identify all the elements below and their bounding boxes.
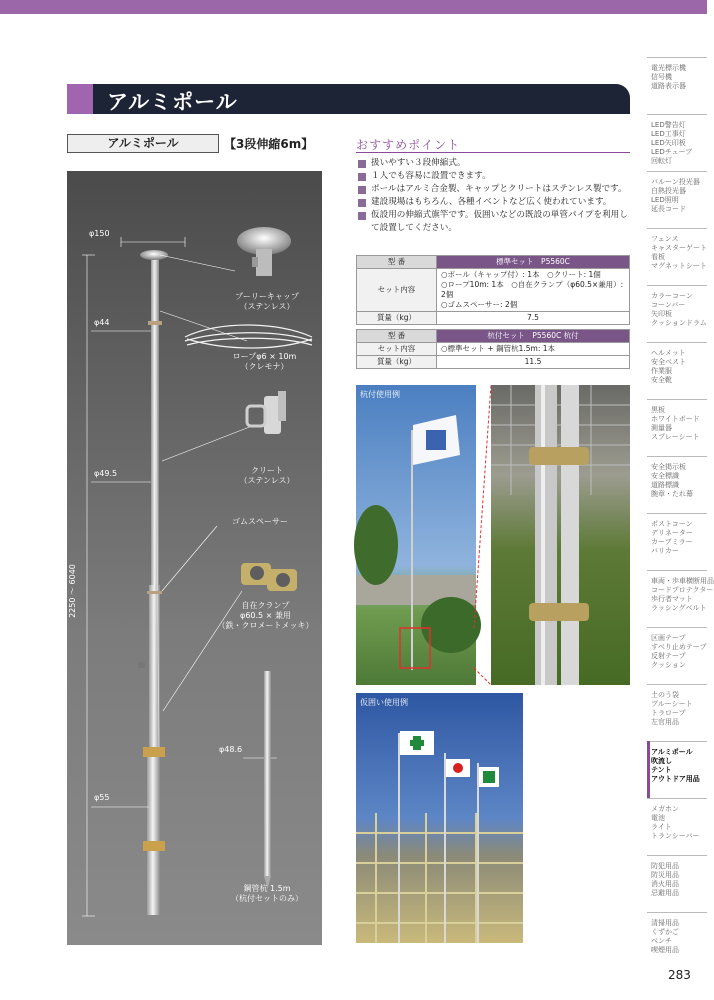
- sidebar-item[interactable]: 電光標示機 信号機 道路表示器: [647, 57, 707, 114]
- part-steel-stake: 鋼管杭 1.5m （杭付セットのみ）: [231, 884, 303, 903]
- sidebar-item[interactable]: 区画テープ すべり止めテープ 反射テープ クッション: [647, 627, 707, 684]
- recommend-point: 仮設用の伸縮式旗竿です。仮囲いなどの既設の単管パイプを利用して設置してください。: [358, 209, 634, 235]
- sidebar-item[interactable]: ヘルメット 安全ベスト 作業服 安全靴: [647, 342, 707, 399]
- sidebar-item[interactable]: フェンス キャスターゲート 看板 マグネットシート: [647, 228, 707, 285]
- weight-label: 質量（kg）: [357, 356, 437, 369]
- sidebar-item[interactable]: 安全掲示板 安全標識 道路標識 腕章・たれ幕: [647, 456, 707, 513]
- recommend-point: 扱いやすい３段伸縮式。: [358, 157, 634, 170]
- sidebar-item[interactable]: 車両・歩車横断用品 コードプロテクター 歩行者マット ラッシングベルト: [647, 570, 707, 627]
- clamp-closeup-scene: [491, 385, 630, 685]
- fence-usage-label: 仮囲い使用例: [360, 698, 408, 707]
- page-number: 283: [668, 968, 691, 982]
- sidebar-item[interactable]: メガホン 電池 ライト トランシーバー: [647, 798, 707, 855]
- sidebar-item[interactable]: ポストコーン デリネーター カーブミラー バリカー: [647, 513, 707, 570]
- recommend-point: ポールはアルミ合金製、キャップとクリートはステンレス製です。: [358, 183, 634, 196]
- top-color-bar: [0, 0, 707, 14]
- pulley-cap-photo: [237, 227, 291, 276]
- part-rope: ロープφ6 × 10m （クレモナ）: [232, 352, 297, 371]
- sidebar-item[interactable]: LED警告灯 LED工事灯 LED矢印板 LEDチューブ 回転灯: [647, 114, 707, 171]
- pole-clamp-upper: [143, 747, 165, 757]
- set-contents-label: セット内容: [357, 343, 437, 356]
- dim-label-55: φ55: [94, 793, 110, 802]
- cleat-photo: [247, 391, 286, 434]
- sidebar-item[interactable]: 清掃用品 くずかご ベンチ 喫煙用品: [647, 912, 707, 969]
- pole-diagram-drawing: [67, 171, 322, 945]
- stake-usage-label: 杭付使用例: [360, 390, 400, 399]
- part-swivel-clamp: 自在クランプ φ60.5 × 兼用 （鉄・クロメートメッキ）: [217, 601, 314, 630]
- rope-coil-photo: [185, 325, 312, 348]
- sidebar-item[interactable]: カラーコーン コーンバー 矢印板 クッションドラム: [647, 285, 707, 342]
- recommend-point: 建設現場はもちろん、各種イベントなど広く使われています。: [358, 196, 634, 209]
- recommend-title: おすすめポイント: [356, 138, 461, 152]
- steel-stake-photo: [264, 671, 271, 876]
- dim-label-486: φ48.6: [219, 745, 243, 754]
- sidebar-item-active[interactable]: アルミポール 吹流し テント アウトドア用品: [647, 741, 707, 798]
- recommend-list: [358, 157, 634, 235]
- category-index-sidebar: [647, 57, 714, 969]
- stake-set-table: [356, 329, 630, 369]
- title-accent: [67, 84, 93, 114]
- sidebar-item[interactable]: 黒板 ホワイトボード 測量器 スプレーシート: [647, 399, 707, 456]
- product-name-box: アルミポール: [67, 134, 219, 153]
- product-spec: 【3段伸縮6m】: [224, 137, 314, 151]
- clamp-closeup-photo: [491, 385, 630, 685]
- part-pulley-cap: プーリーキャップ （ステンレス）: [235, 292, 299, 311]
- weight-label: 質量（kg）: [357, 312, 437, 325]
- sidebar-item[interactable]: 防犯用品 防災用品 消火用品 忌避用品: [647, 855, 707, 912]
- standard-set-table: [356, 255, 630, 325]
- fence-usage-photo: [356, 693, 523, 943]
- part-rubber-spacer: ゴムスペーサー: [232, 517, 288, 526]
- pole-top-cap: [140, 250, 168, 260]
- dim-label-495: φ49.5: [94, 469, 118, 478]
- recommend-rule: [356, 152, 630, 153]
- model-label: 型 番: [357, 256, 437, 269]
- weight-value: 7.5: [437, 312, 630, 325]
- part-cleat: クリート （ステンレス）: [239, 466, 295, 485]
- set-contents-value: ○標準セット + 鋼管杭1.5m: 1本: [437, 343, 630, 356]
- height-range-label: 2250 ～ 6040: [67, 564, 77, 618]
- weight-value: 11.5: [437, 356, 630, 369]
- fence-usage-scene: [356, 693, 523, 943]
- recommend-point: １人でも容易に設置できます。: [358, 170, 634, 183]
- page-title: アルミポール: [107, 90, 238, 114]
- sidebar-item[interactable]: 土のう袋 ブルーシート トラロープ 左官用品: [647, 684, 707, 741]
- set-contents-label: セット内容: [357, 269, 437, 312]
- dim-label-150: φ150: [89, 229, 110, 238]
- model-value: 標準セット P5560C: [437, 256, 630, 269]
- model-value: 杭付セット P5560C 杭付: [437, 330, 630, 343]
- pole-bottom-section: [147, 755, 160, 915]
- sidebar-item[interactable]: バルーン投光器 白熱投光器 LED照明 延長コード: [647, 171, 707, 228]
- set-contents-value: ○ポール（キャップ付）: 1本 ○クリート: 1個 ○ロープ10m: 1本 ○自在クランプ（φ60.5×兼用）: 2個 ○ゴムスペーサー: 2個: [437, 269, 630, 312]
- dim-label-44: φ44: [94, 318, 110, 327]
- pole-diagram: [67, 171, 322, 945]
- model-label: 型 番: [357, 330, 437, 343]
- pole-clamp-lower: [143, 841, 165, 851]
- swivel-clamp-photo: [241, 563, 297, 591]
